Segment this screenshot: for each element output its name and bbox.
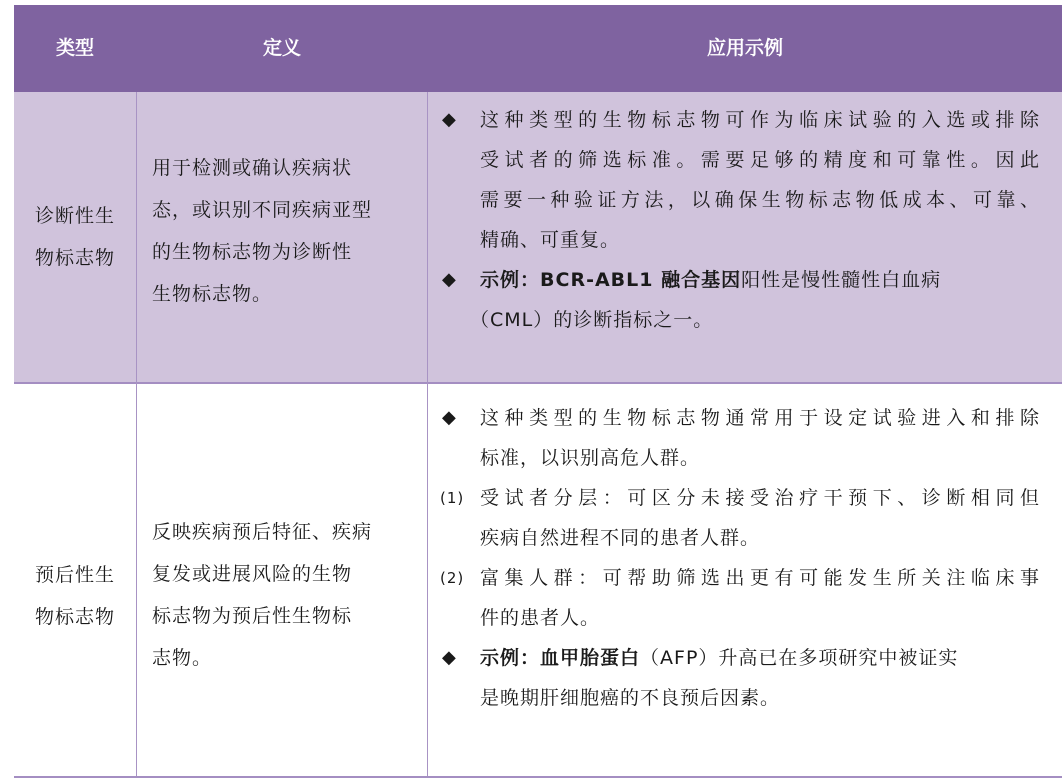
numbered-item (428, 478, 1062, 518)
bullet-item (428, 398, 1062, 438)
definition-line: 反映疾病预后特征、疾病 (152, 521, 373, 543)
header-definition: 定义 (262, 37, 301, 59)
numbered-continuation (428, 598, 1062, 638)
definition-line: 的生物标志物为诊断性 (152, 241, 353, 263)
bullet-text: 精确、可重复。 (480, 229, 621, 251)
example-continuation (428, 678, 1062, 718)
bullet-text: 这种类型的生物标志物可作为临床试验的入选或排除 (480, 109, 1040, 131)
bullet-text: 受试者的筛选标准。需要足够的精度和可靠性。因此 (480, 149, 1040, 171)
type-cell (14, 195, 136, 279)
bullet-continuation (428, 180, 1062, 220)
bullet-continuation (428, 438, 1062, 478)
bullet-text: 标准，以识别高危人群。 (480, 447, 701, 469)
example-text (480, 638, 1040, 678)
examples-cell (428, 92, 1062, 382)
diamond-bullet-icon: ◆ (442, 269, 457, 290)
item-text: 疾病自然进程不同的患者人群。 (480, 527, 761, 549)
item-number: (1) (440, 489, 465, 507)
definition-line: 态，或识别不同疾病亚型 (152, 199, 373, 221)
bullet-text: 需要一种验证方法，以确保生物标志物低成本、可靠、 (480, 189, 1040, 211)
example-rest: 阳性是慢性髓性白血病 (741, 269, 942, 291)
header-examples: 应用示例 (706, 37, 783, 59)
type-line: 预后性生 (34, 564, 115, 586)
header-type: 类型 (55, 37, 94, 59)
bullet-item (428, 100, 1062, 140)
definition-line: 用于检测或确认疾病状 (152, 157, 353, 179)
definition-line: 生物标志物。 (152, 283, 273, 305)
bullet-continuation (428, 140, 1062, 180)
table-row-diagnostic (14, 92, 1062, 382)
item-text: 富集人群：可帮助筛选出更有可能发生所关注临床事 (480, 567, 1040, 589)
biomarker-table (14, 5, 1062, 778)
example-item (428, 638, 1062, 678)
column-divider (136, 92, 137, 778)
item-number: (2) (440, 569, 465, 587)
example-text: （CML）的诊断指标之一。 (470, 309, 714, 331)
bullet-continuation (428, 220, 1062, 260)
definition-line: 复发或进展风险的生物 (152, 563, 353, 585)
definition-cell (137, 147, 427, 315)
diamond-bullet-icon: ◆ (442, 647, 457, 668)
item-text: 受试者分层：可区分未接受治疗干预下、诊断相同但 (480, 487, 1040, 509)
column-divider (427, 92, 428, 778)
diamond-bullet-icon: ◆ (442, 109, 457, 130)
example-label: 示例： (480, 647, 541, 669)
examples-cell (428, 384, 1062, 780)
example-item (428, 260, 1062, 300)
definition-line: 志物。 (152, 647, 213, 669)
example-text: 是晚期肝细胞癌的不良预后因素。 (480, 687, 781, 709)
type-line: 物标志物 (34, 247, 115, 269)
bullet-text: 这种类型的生物标志物通常用于设定试验进入和排除 (480, 407, 1040, 429)
example-bold-term: BCR-ABL1 融合基因 (540, 269, 742, 291)
example-label: 示例： (480, 269, 541, 291)
numbered-item (428, 558, 1062, 598)
definition-cell (137, 511, 427, 679)
example-continuation (428, 300, 1062, 340)
definition-line: 标志物为预后性生物标 (152, 605, 353, 627)
type-cell (14, 554, 136, 638)
example-rest: （AFP）升高已在多项研究中被证实 (640, 647, 959, 669)
table-header (14, 5, 1062, 92)
example-bold-term: 血甲胎蛋白 (540, 647, 641, 669)
diamond-bullet-icon: ◆ (442, 407, 457, 428)
numbered-continuation (428, 518, 1062, 558)
table-row-prognostic (14, 384, 1062, 780)
item-text: 件的患者人。 (480, 607, 601, 629)
type-line: 物标志物 (34, 606, 115, 628)
example-text (480, 260, 1040, 300)
type-line: 诊断性生 (34, 205, 115, 227)
